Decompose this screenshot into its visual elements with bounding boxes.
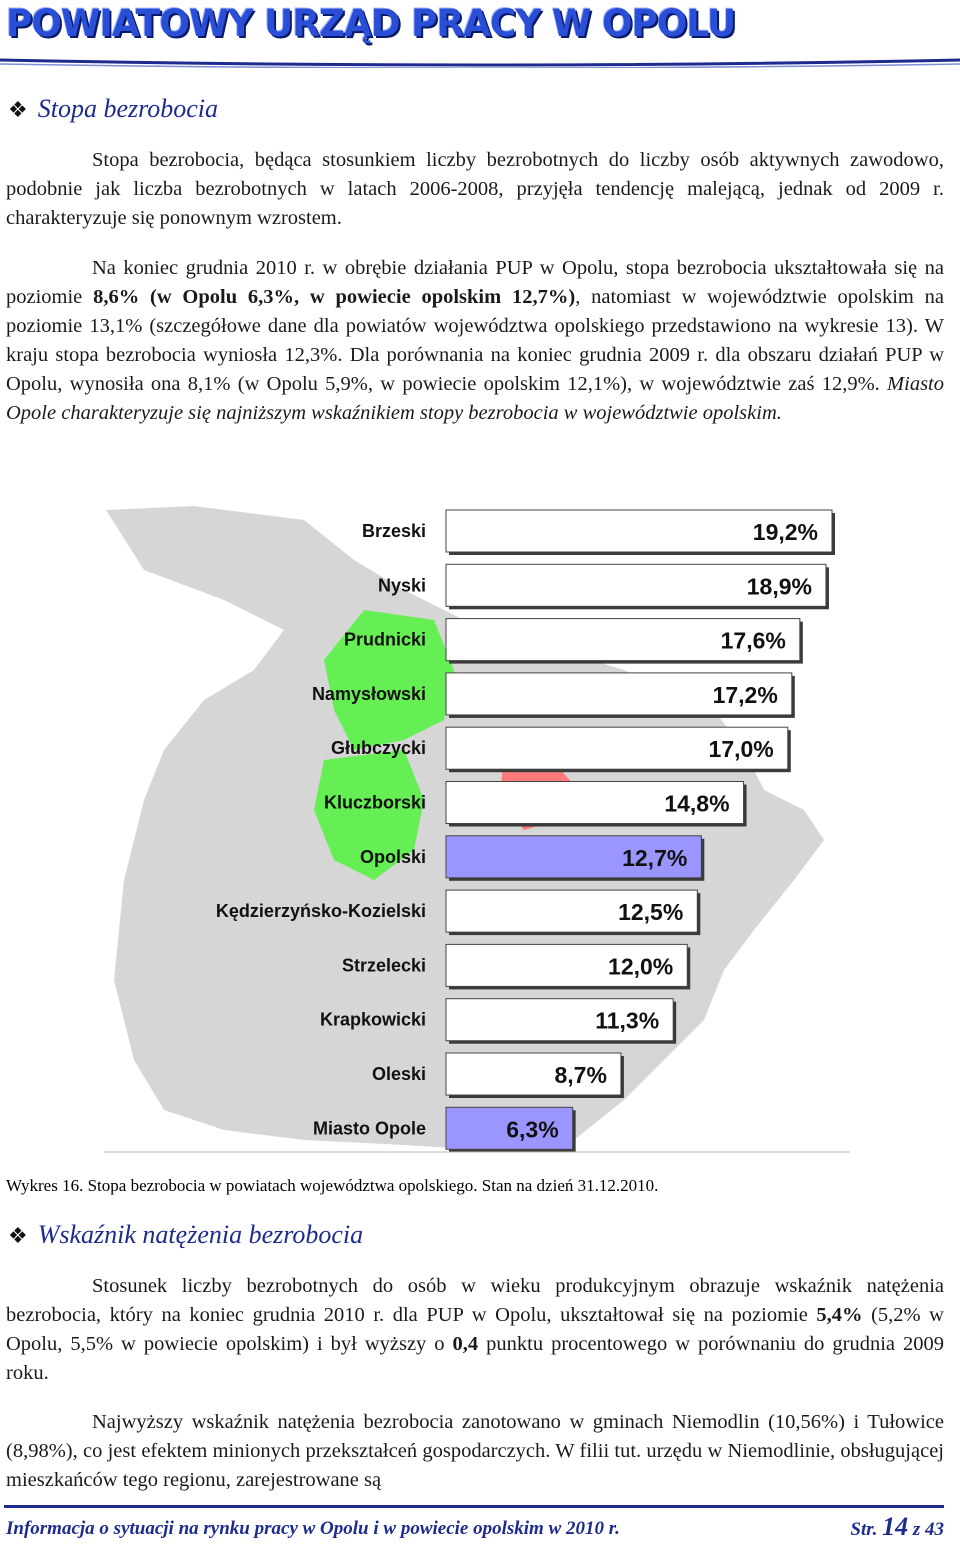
page-number: [850, 1512, 944, 1542]
paragraph-3-text-e: punktu procentowego w porównaniu do grudnia 2009 roku.: [6, 1333, 944, 1384]
diamond-bullet-icon: ❖: [8, 1224, 28, 1249]
paragraph-2-text-a: Na koniec grudnia 2010 r. w obrębie działania PUP w Opolu, stopa bezrobocia ukształtowała się na poziomie: [6, 257, 944, 308]
section-heading-stopa: [8, 94, 218, 124]
paragraph-3-bold-a: 5,4%: [816, 1304, 863, 1326]
category-label-glubczycki: Głubczycki: [330, 738, 426, 759]
paragraph-1-text: Stopa bezrobocia, będąca stosunkiem liczby bezrobotnych do liczby osób aktywnych zawodowo, podobnie jak liczba bezrobotnych w latach 2006-2008, przyjęła tendencję malejącą, jednak od 2009 r. charakteryzuje się ponownym wzrostem.: [6, 149, 944, 229]
section-heading-wskaznik: [8, 1220, 363, 1250]
paragraph-2-bold: 8,6% (w Opolu 6,3%, w powiecie opolskim 12,7%): [93, 286, 576, 308]
category-label-krapkowicki: Krapkowicki: [319, 1009, 426, 1030]
value-label-brzeski: 19,2%: [752, 519, 818, 545]
page-prefix: Str.: [850, 1519, 878, 1540]
value-label-kedzierzynsko-kozielski: 12,5%: [618, 899, 684, 926]
paragraph-2: [6, 254, 944, 428]
section-heading-text: Stopa bezrobocia: [37, 94, 219, 123]
footer-title: Informacja o sytuacji na rynku pracy w Opolu i w powiecie opolskim w 2010 r.: [6, 1518, 620, 1539]
page-footer: [0, 1500, 960, 1546]
paragraph-3: [6, 1272, 944, 1388]
page-total: 43: [925, 1519, 944, 1540]
paragraph-1: [6, 146, 944, 233]
category-label-brzeski: Brzeski: [361, 521, 426, 541]
value-label-namyslowski: 17,2%: [712, 681, 778, 708]
value-label-miasto-opole: 6,3%: [506, 1116, 559, 1143]
value-label-strzelecki: 12,0%: [608, 953, 674, 980]
unemployment-rate-chart: [104, 500, 850, 1160]
paragraph-3-text-c: (5,2% w Opolu, 5,5% w powiecie opolskim) i był wyższy o: [6, 1304, 944, 1355]
paragraph-4: [6, 1408, 944, 1495]
page-current: 14: [882, 1512, 909, 1541]
paragraph-3-bold-b: 0,4: [452, 1333, 479, 1355]
section-heading-text: Wskaźnik natężenia bezrobocia: [37, 1220, 364, 1249]
paragraph-4-text: Najwyższy wskaźnik natężenia bezrobocia zanotowano w gminach Niemodlin (10,56%) i Tułowice (8,98%), co jest efektem minionych przekształceń gospodarczych. W filii tut. urzędu w Niemodlinie, obsługującej mieszkańców tego regionu, zarejestrowane są: [6, 1411, 944, 1491]
footer-rule: [4, 1505, 944, 1508]
category-label-prudnicki: Prudnicki: [343, 629, 426, 650]
value-label-oleski: 8,7%: [554, 1062, 607, 1088]
paragraph-3-text-a: Stosunek liczby bezrobotnych do osób w wieku produkcyjnym obrazuje wskaźnik natężenia bezrobocia, który na koniec grudnia 2010 r. dla PUP w Opolu, ukształtował się na poziomie: [6, 1275, 944, 1326]
header-banner: [0, 0, 960, 72]
category-label-nyski: Nyski: [377, 575, 426, 596]
category-label-kluczborski: Kluczborski: [323, 792, 426, 813]
banner-rule: [0, 58, 960, 68]
diamond-bullet-icon: ❖: [8, 98, 28, 123]
category-label-strzelecki: Strzelecki: [341, 955, 426, 976]
category-label-kedzierzynsko-kozielski: Kędzierzyńsko-Kozielski: [215, 901, 426, 922]
category-label-opolski: Opolski: [359, 846, 426, 867]
banner-title: POWIATOWY URZĄD PRACY W OPOLU: [6, 2, 736, 45]
category-label-miasto-opole: Miasto Opole: [312, 1118, 426, 1139]
value-label-kluczborski: 14,8%: [664, 790, 730, 817]
paragraph-2-italic: Miasto Opole charakteryzuje się najniższym wskaźnikiem stopy bezrobocia w województwie opolskim.: [6, 373, 944, 424]
value-label-glubczycki: 17,0%: [708, 736, 774, 763]
value-label-opolski: 12,7%: [622, 844, 688, 871]
figure-caption: Wykres 16. Stopa bezrobocia w powiatach województwa opolskiego. Stan na dzień 31.12.2010.: [6, 1176, 659, 1195]
value-label-krapkowicki: 11,3%: [595, 1007, 660, 1034]
value-label-prudnicki: 17,6%: [720, 627, 786, 654]
value-label-nyski: 18,9%: [746, 573, 812, 600]
paragraph-2-text-c: , natomiast w województwie opolskim na poziomie 13,1% (szczegółowe dane dla powiatów województwa opolskiego przedstawiono na wykresie 13). W kraju stopa bezrobocia wyniosła 12,3%. Dla porównania na koniec grudnia 2009 r. dla obszaru działań PUP w Opolu, wynosiła ona 8,1% (w Opolu 5,9%, w powiecie opolskim 12,1%), w województwie zaś 12,9%.: [6, 286, 944, 395]
page-sep: z: [912, 1519, 921, 1540]
category-label-namyslowski: Namysłowski: [311, 683, 426, 704]
category-label-oleski: Oleski: [371, 1064, 426, 1084]
